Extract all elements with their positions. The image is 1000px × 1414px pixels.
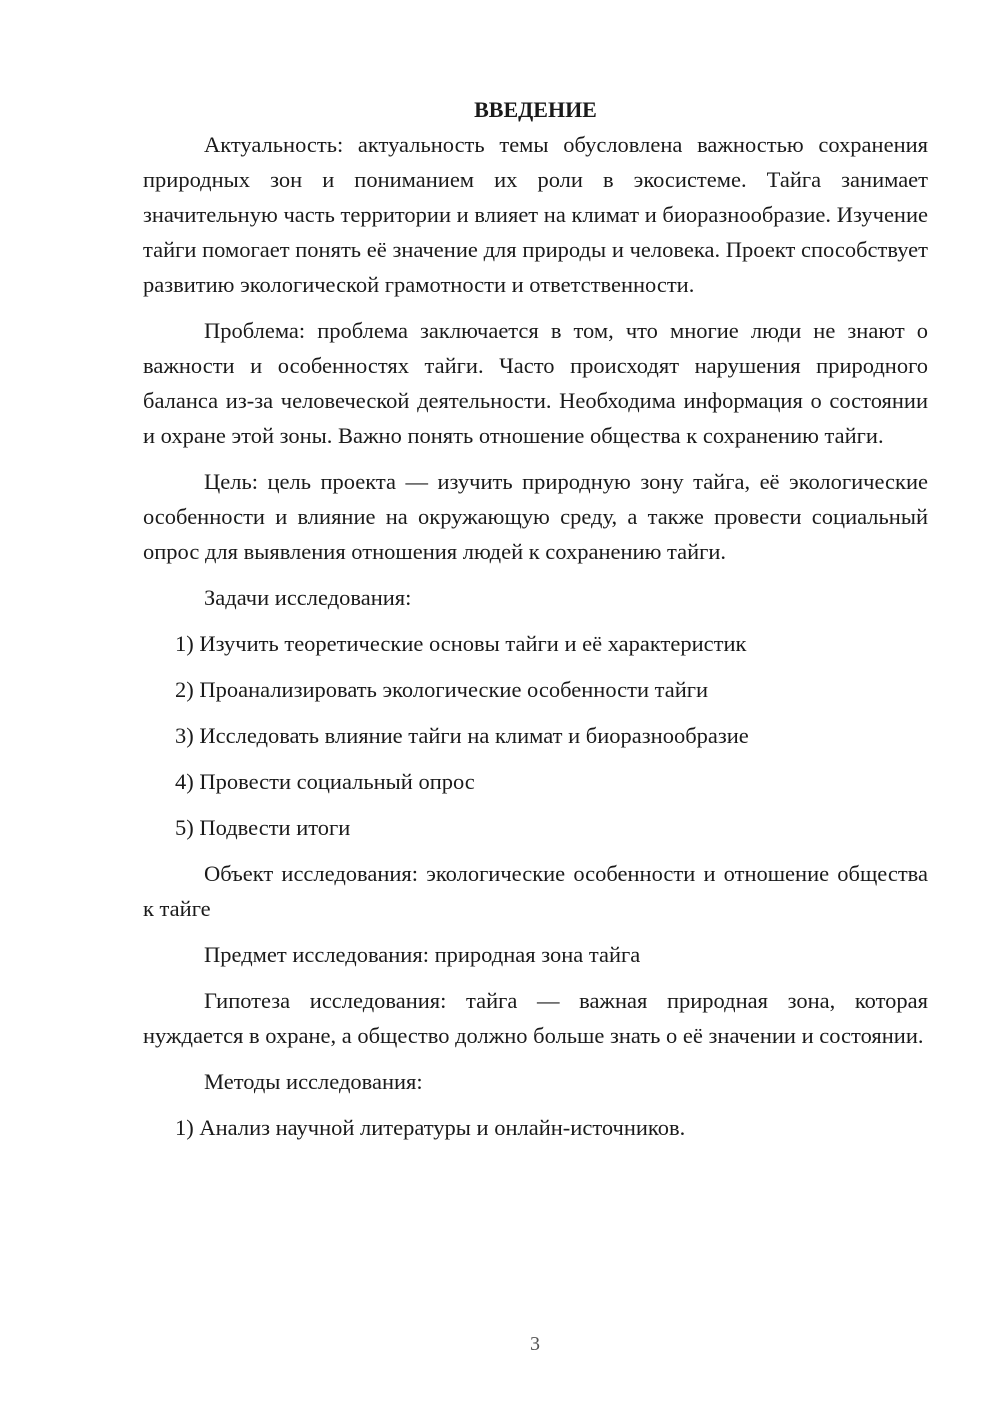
tasks-heading: Задачи исследования: xyxy=(204,585,412,610)
task-item: 4) Провести социальный опрос xyxy=(175,769,475,794)
relevance-paragraph: Актуальность: актуальность темы обусловлена важностью сохранения природных зон и пониманием их роли в экосистеме. Тайга занимает значительную часть территории и влияет на климат и биоразнообразие. Изучение тайги помогает понять её значение для природы и человека. Проект способствует развитию экологической грамотности и ответственности. xyxy=(143,132,928,297)
subject-paragraph: Предмет исследования: природная зона тайга xyxy=(204,942,641,967)
task-item: 5) Подвести итоги xyxy=(175,815,351,840)
hypothesis-paragraph: Гипотеза исследования: тайга — важная природная зона, которая нуждается в охране, а общество должно больше знать о её значении и состоянии. xyxy=(143,988,928,1048)
object-paragraph: Объект исследования: экологические особенности и отношение общества к тайге xyxy=(143,861,928,921)
task-item: 3) Исследовать влияние тайги на климат и биоразнообразие xyxy=(175,723,749,748)
task-item: 1) Изучить теоретические основы тайги и её характеристик xyxy=(175,631,747,656)
methods-heading: Методы исследования: xyxy=(204,1069,423,1094)
goal-paragraph: Цель: цель проекта — изучить природную зону тайга, её экологические особенности и влияние на окружающую среду, а также провести социальный опрос для выявления отношения людей к сохранению тайги. xyxy=(143,469,928,564)
task-item: 2) Проанализировать экологические особенности тайги xyxy=(175,677,709,702)
method-item: 1) Анализ научной литературы и онлайн-источников. xyxy=(175,1115,686,1140)
page-title: ВВЕДЕНИЕ xyxy=(474,97,597,122)
page-number: 3 xyxy=(530,1333,540,1355)
problem-paragraph: Проблема: проблема заключается в том, что многие люди не знают о важности и особенностях тайги. Часто происходят нарушения природного баланса из-за человеческой деятельности. Необходима информация о состоянии и охране этой зоны. Важно понять отношение общества к сохранению тайги. xyxy=(143,318,928,448)
document-page xyxy=(143,93,928,1156)
